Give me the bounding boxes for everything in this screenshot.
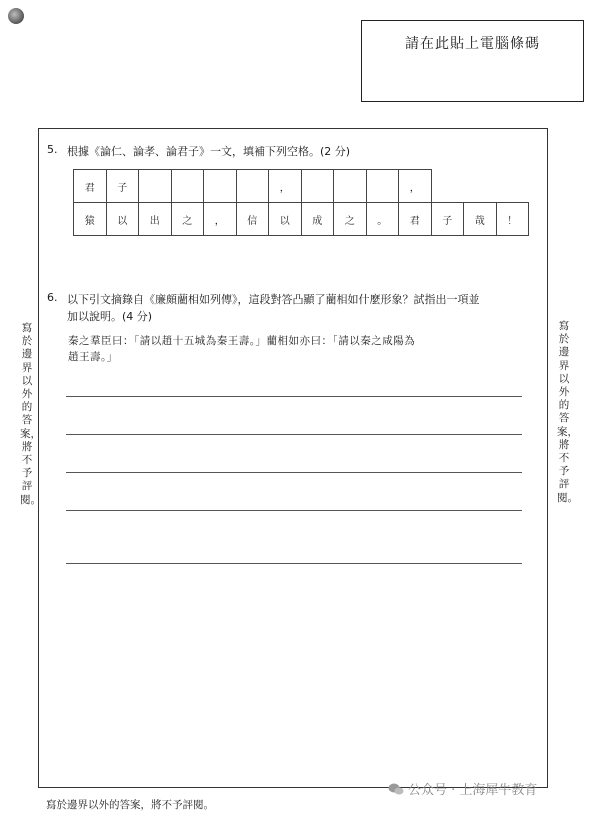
grid-cell: 。: [366, 203, 399, 236]
left-margin-warning: 寫於邊界以外的答案，將不予評閱。: [20, 322, 41, 506]
grid-cell: 君: [74, 170, 107, 203]
grid-cell: ！: [496, 203, 529, 236]
empty-space: [496, 170, 529, 203]
bottom-margin-warning: 寫於邊界以外的答案，將不予評閱。: [46, 799, 214, 811]
question-number: 5.: [47, 143, 58, 156]
grid-cell: ，: [269, 170, 302, 203]
grid-cell: ，: [204, 203, 237, 236]
watermark: [388, 779, 537, 798]
grid-cell: 之: [171, 203, 204, 236]
grid-cell: 猿: [74, 203, 107, 236]
passage-line-2: 趙王壽。」: [68, 351, 118, 363]
grid-row-2: [74, 203, 529, 236]
question-number: 6.: [47, 291, 58, 304]
blank-cell[interactable]: [139, 170, 172, 203]
grid-cell: 以: [269, 203, 302, 236]
blank-cell[interactable]: [301, 170, 334, 203]
fill-in-grid: [73, 169, 529, 236]
answer-line[interactable]: [66, 563, 522, 564]
blank-cell[interactable]: [204, 170, 237, 203]
empty-space: [431, 170, 464, 203]
answer-line[interactable]: [66, 396, 522, 397]
quoted-passage: [68, 333, 528, 365]
watermark-text: 公众号 · 上海犀牛教育: [408, 783, 538, 798]
barcode-label: 請在此貼上電腦條碼: [405, 36, 540, 52]
right-margin-warning: 寫於邊界以外的答案，將不予評閱。: [557, 320, 578, 504]
corner-registration-mark: [8, 8, 24, 24]
answer-line[interactable]: [66, 510, 522, 511]
grid-cell: 之: [334, 203, 367, 236]
grid-cell: 哉: [464, 203, 497, 236]
question-prompt: 根據《論仁、論孝、論君子》一文，填補下列空格。(2 分): [67, 145, 351, 158]
grid-cell: 子: [431, 203, 464, 236]
empty-space: [464, 170, 497, 203]
grid-cell: 信: [236, 203, 269, 236]
blank-cell[interactable]: [236, 170, 269, 203]
barcode-sticker-box: [361, 20, 584, 102]
blank-cell[interactable]: [334, 170, 367, 203]
passage-line-1: 秦之羣臣曰：「請以趙十五城為秦王壽。」藺相如亦曰：「請以秦之咸陽為: [68, 335, 416, 347]
blank-cell[interactable]: [366, 170, 399, 203]
question-prompt-line-2: 加以說明。(4 分): [67, 310, 153, 323]
grid-row-1: [74, 170, 529, 203]
grid-cell: 子: [106, 170, 139, 203]
grid-cell: 以: [106, 203, 139, 236]
blank-cell[interactable]: [171, 170, 204, 203]
answer-line[interactable]: [66, 434, 522, 435]
question-prompt-line-1: 以下引文摘錄自《廉頗藺相如列傳》，這段對答凸顯了藺相如什麼形象？試指出一項並: [67, 293, 480, 306]
wechat-icon: [388, 783, 404, 795]
grid-cell: ，: [399, 170, 432, 203]
grid-cell: 君: [399, 203, 432, 236]
grid-cell: 成: [301, 203, 334, 236]
answer-line[interactable]: [66, 472, 522, 473]
grid-cell: 出: [139, 203, 172, 236]
